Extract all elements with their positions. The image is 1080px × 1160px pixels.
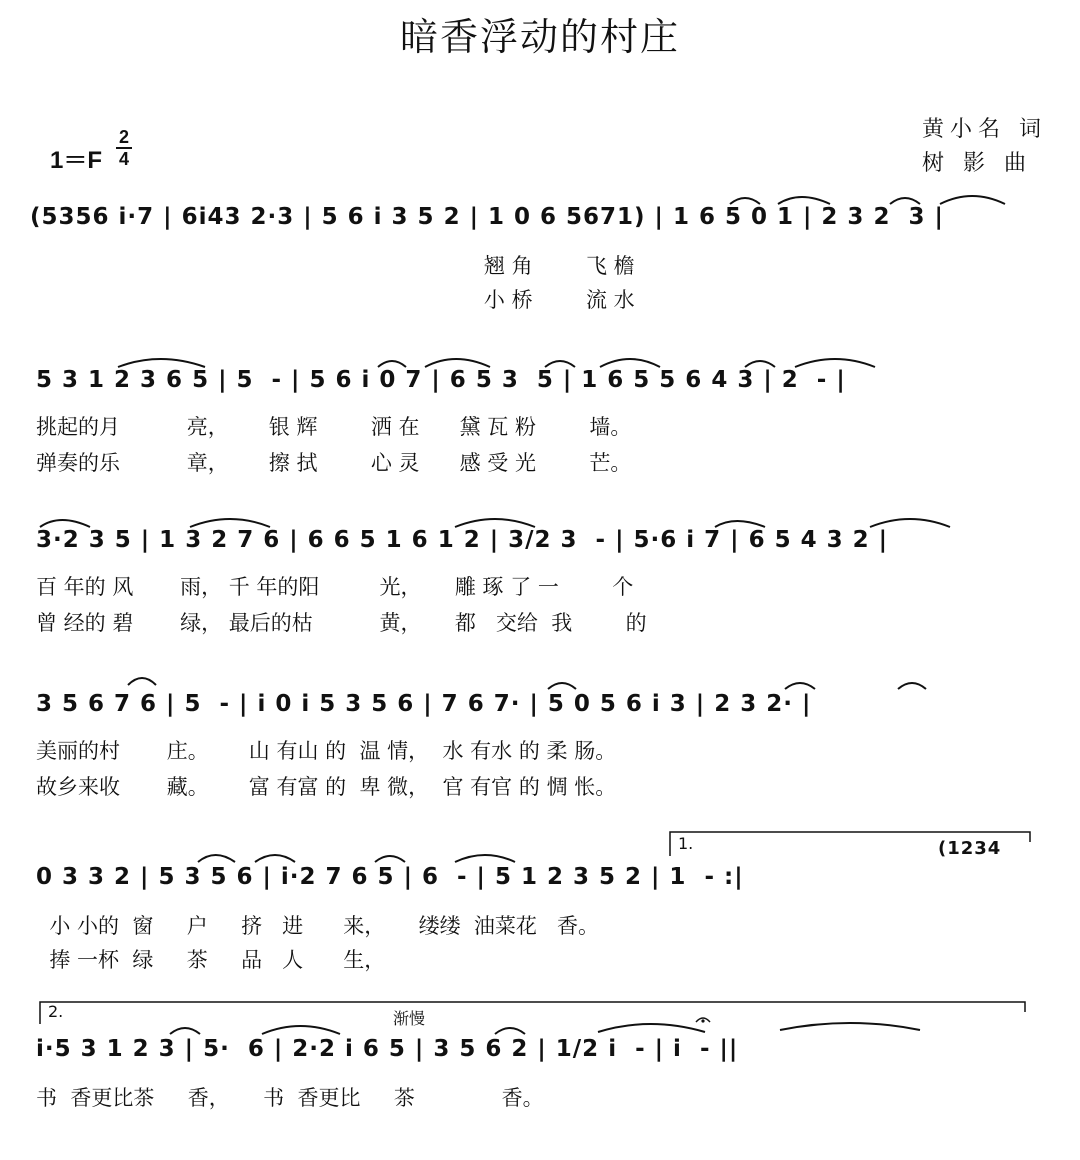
staff-line-3 xyxy=(0,515,1080,675)
phrase-slurs-line-2 xyxy=(0,355,1080,515)
volta-2-bracket xyxy=(0,1000,1080,1160)
lyrics-verse1-line-4: 美丽的村 庄。 山 有山 的 温 情， 水 有水 的 柔 肠。 xyxy=(36,739,617,763)
lyrics-verse2-line-4: 故乡来收 藏。 富 有富 的 卑 微， 官 有官 的 惆 怅。 xyxy=(36,775,617,799)
notes-line-1: (5356 i·7 | 6i43 2·3 | 5 6 i 3 5 2 | 1 0 6 5671) | 1 6 5 0 1 | 2 3 2 3 | xyxy=(30,204,944,230)
staff-line-4 xyxy=(0,675,1080,835)
staff-line-1 xyxy=(0,192,1080,352)
key-signature: 1＝F xyxy=(50,147,103,174)
notes-line-3: 3·2 3 5 | 1 3 2 7 6 | 6 6 5 1 6 1 2 | 3/2 3 - | 5·6 i 7 | 6 5 4 3 2 | xyxy=(36,527,889,553)
notes-line-4: 3 5 6 7 6 | 5 - | i 0 i 5 3 5 6 | 7 6 7· | 5 0 5 6 i 3 | 2 3 2· | xyxy=(36,691,812,717)
staff-line-6 xyxy=(0,1000,1080,1160)
lyrics-verse1-line-1: 翘 角 飞 檐 xyxy=(30,254,635,278)
notes-line-2: 5 3 1 2 3 6 5 | 5 - | 5 6 i 0 7 | 6 5 3 5 | 1 6 5 5 6 4 3 | 2 - | xyxy=(36,367,846,393)
volta-2-label: 2. xyxy=(48,1002,64,1021)
lyrics-verse2-line-3: 曾 经的 碧 绿， 最后的枯 黄， 都 交给 我 的 xyxy=(36,611,647,635)
time-signature xyxy=(116,128,132,168)
notes-line-5: 0 3 3 2 | 5 3 5 6 | i·2 7 6 5 | 6 - | 5 1 2 3 5 2 | 1 - :| xyxy=(36,864,744,890)
phrase-slurs-line-1 xyxy=(0,192,1080,352)
lyrics-verse1-line-6: 书 香更比茶 香， 书 香更比 茶 香。 xyxy=(36,1086,544,1110)
tempo-marking: 渐慢 xyxy=(393,1009,426,1028)
volta-1-label: 1. xyxy=(678,834,694,853)
lyrics-verse2-line-2: 弹奏的乐 章， 擦 拭 心 灵 感 受 光 芒。 xyxy=(36,451,632,475)
staff-line-5 xyxy=(0,830,1080,990)
song-title: 暗香浮动的村庄 xyxy=(399,15,680,59)
phrase-slurs-line-3 xyxy=(0,515,1080,675)
pickup-notes: (1234 xyxy=(938,838,1002,859)
time-signature-bottom: 4 xyxy=(118,149,129,169)
lyrics-verse2-line-1: 小 桥 流 水 xyxy=(30,288,635,312)
lyrics-verse1-line-5: 小 小的 窗 户 挤 进 来， 缕缕 油菜花 香。 xyxy=(36,914,599,938)
lyrics-verse2-line-5: 捧 一杯 绿 茶 品 人 生， xyxy=(36,948,386,972)
lyrics-verse1-line-2: 挑起的月 亮， 银 辉 洒 在 黛 瓦 粉 墙。 xyxy=(36,415,632,439)
composer-credit: 树 影 曲 xyxy=(922,151,1032,176)
staff-line-2 xyxy=(0,355,1080,515)
lyrics-verse1-line-3: 百 年的 风 雨， 千 年的阳 光， 雕 琢 了 一 个 xyxy=(36,575,634,599)
volta-1-bracket xyxy=(0,830,1080,990)
lyricist-credit: 黄小名 词 xyxy=(922,117,1047,142)
phrase-slurs-line-4 xyxy=(0,675,1080,835)
time-signature-top: 2 xyxy=(118,127,129,147)
notes-line-6: i·5 3 1 2 3 | 5· 6 | 2·2 i 6 5 | 3 5 6 2 | 1/2 i - | i - || xyxy=(36,1036,739,1062)
